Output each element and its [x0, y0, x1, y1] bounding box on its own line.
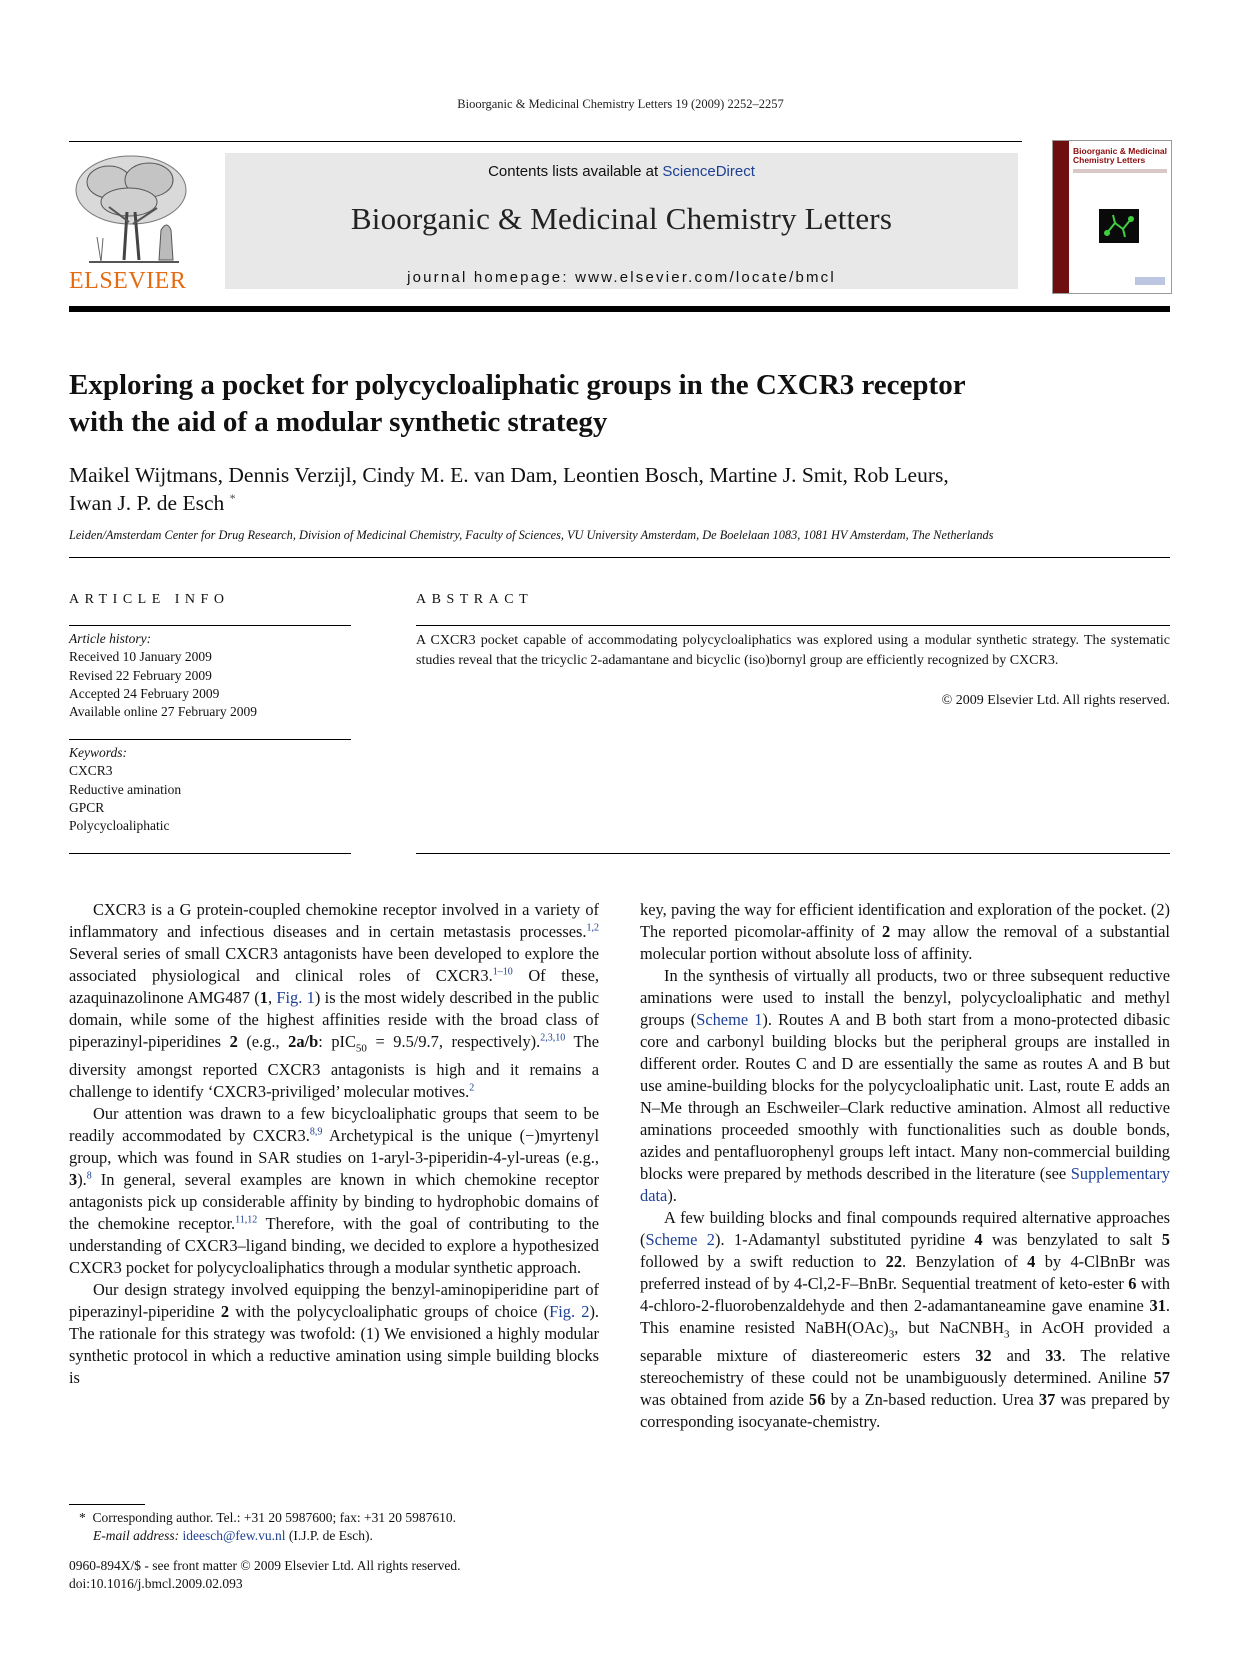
- body-right-column: [640, 899, 1170, 1433]
- author-list: [69, 461, 1169, 517]
- article-title-line2: with the aid of a modular synthetic strategy: [69, 406, 608, 438]
- footnote-line1: * Corresponding author. Tel.: +31 20 5987600; fax: +31 20 5987610.: [79, 1510, 457, 1525]
- keyword-item: Reductive amination: [69, 781, 182, 797]
- journal-cover: [1052, 140, 1172, 294]
- publisher-logo-text: ELSEVIER: [69, 268, 187, 294]
- cover-title: Bioorganic & Medicinal Chemistry Letters: [1073, 146, 1167, 165]
- keyword-item: CXCR3: [69, 763, 113, 779]
- molecule-icon: [1099, 209, 1139, 243]
- header-top-rule: [69, 141, 1022, 142]
- journal-title: Bioorganic & Medicinal Chemistry Letters: [350, 201, 893, 236]
- elsevier-tree-logo: [69, 152, 197, 267]
- affiliation-rule: [69, 557, 1170, 558]
- footnote: [79, 1509, 599, 1545]
- contents-available: [225, 163, 1018, 180]
- keywords-rule: [69, 739, 351, 740]
- scheme-link[interactable]: Scheme 1: [696, 1010, 763, 1029]
- history-received: Received 10 January 2009: [69, 649, 212, 665]
- cover-publisher-mark: [1135, 277, 1165, 285]
- journal-homepage[interactable]: journal homepage: www.elsevier.com/locate/bmcl: [407, 269, 836, 286]
- article-info-heading: ARTICLE INFO: [69, 592, 230, 607]
- article-info-rule: [69, 625, 351, 626]
- article-title: [69, 367, 1169, 441]
- figure-link[interactable]: Fig. 1: [276, 988, 315, 1007]
- cover-subtitle-bar: [1073, 169, 1167, 173]
- paragraph: Our attention was drawn to a few bicycloaliphatic groups that seem to be readily accommodated by CXCR3.$^{8,9}$ Archetypical is the unique (−)myrtenyl group, which was found in SAR studies on 1-aryl-3-piperidin-4-yl-ureas (e.g., 3).$^8$ In general, several examples are known in which chemokine receptor antagonists pick up considerable affinity by binding to hydrophobic domains of the chemokine receptor.$^{11,12}$ Therefore, with the goal of contributing to the understanding of CXCR3–ligand binding, we decided to explore a hypothesized CXCR3 pocket for polycycloaliphatics through a modular synthetic approach.: [69, 1104, 599, 1278]
- keyword-item: GPCR: [69, 799, 105, 815]
- abstract-bottom-rule: [416, 853, 1170, 854]
- contents-prefix: Contents lists available at: [488, 163, 663, 180]
- front-matter: [69, 1557, 629, 1593]
- cover-molecule-image: [1099, 209, 1139, 243]
- authors-line2-wrap: [69, 489, 1169, 517]
- keyword-item: Polycycloaliphatic: [69, 818, 170, 834]
- elsevier-tree-icon: [69, 152, 197, 267]
- footnote-mark: *: [79, 1510, 86, 1525]
- header-thick-rule: [69, 306, 1170, 312]
- citation-link[interactable]: 8: [86, 1170, 92, 1182]
- keywords: [69, 744, 351, 835]
- abstract-copyright: © 2009 Elsevier Ltd. All rights reserved.: [941, 693, 1170, 708]
- footnote-rule: [69, 1504, 145, 1505]
- authors-line2: Iwan J. P. de Esch: [69, 491, 225, 515]
- abstract-heading: ABSTRACT: [416, 592, 534, 607]
- citation-link[interactable]: 1–10: [492, 966, 513, 978]
- issn-line: 0960-894X/$ - see front matter © 2009 Elsevier Ltd. All rights reserved.: [69, 1558, 461, 1573]
- doi-line[interactable]: doi:10.1016/j.bmcl.2009.02.093: [69, 1576, 243, 1591]
- corresponding-author-mark[interactable]: *: [229, 490, 236, 505]
- affiliation: Leiden/Amsterdam Center for Drug Research, Division of Medicinal Chemistry, Faculty of Sciences, VU University Amsterdam, De Boelelaan 1083, 1081 HV Amsterdam, The Netherlands: [69, 528, 994, 542]
- body-left-column: [69, 899, 599, 1389]
- cover-strip: [1053, 141, 1069, 293]
- abstract-rule: [416, 625, 1170, 626]
- history-online: Available online 27 February 2009: [69, 704, 257, 720]
- paragraph: key, paving the way for efficient identification and exploration of the pocket. (2) The reported picomolar-affinity of 2 may allow the removal of a substantial molecular portion without absolute loss of affinity.: [640, 900, 1170, 963]
- paragraph: In the synthesis of virtually all products, two or three subsequent reductive aminations were used to install the benzyl, polycycloaliphatic and methyl groups (Scheme 1). Routes A and B both start from a mono-protected dibasic core and carbonyl building blocks but the peripheral groups are installed in different order. Routes C and D are essentially the same as routes A and B but use amine-building blocks for the polycycloaliphatic unit. Last, route E adds an N–Me through an Eschweiler–Clark reductive amination. Almost all reductive aminations proceeded smoothly with functionalities such as double bonds, azides and pentafluorophenyl groups left intact. Many non-commercial building blocks were prepared by methods described in the literature (see Supplementary data).: [640, 966, 1170, 1205]
- email-link[interactable]: ideesch@few.vu.nl: [182, 1528, 286, 1543]
- history-accepted: Accepted 24 February 2009: [69, 685, 220, 701]
- article-history: [69, 630, 351, 721]
- footnote-email-line: E-mail address: ideesch@few.vu.nl (I.J.P. de Esch).: [93, 1528, 373, 1543]
- abstract-text: A CXCR3 pocket capable of accommodating polycycloaliphatics was explored using a modular synthetic strategy. The systematic studies reveal that the tricyclic 2-adamantane and bicyclic (iso)bornyl group are efficiently recognized by CXCR3.: [416, 633, 1170, 668]
- article-title-line1: Exploring a pocket for polycycloaliphatic groups in the CXCR3 receptor: [69, 369, 966, 401]
- citation-link[interactable]: 2,3,10: [540, 1032, 566, 1044]
- history-revised: Revised 22 February 2009: [69, 667, 212, 683]
- paragraph: Our design strategy involved equipping the benzyl-aminopiperidine part of piperazinyl-piperidine 2 with the polycycloaliphatic groups of choice (Fig. 2). The rationale for this strategy was twofold: (1) We envisioned a highly modular synthetic protocol in which a reductive amination using simple building blocks is: [69, 1280, 599, 1388]
- citation-link[interactable]: 2: [469, 1082, 475, 1094]
- history-label: Article history:: [69, 631, 152, 646]
- sciencedirect-link[interactable]: ScienceDirect: [662, 163, 755, 180]
- running-head: Bioorganic & Medicinal Chemistry Letters 19 (2009) 2252–2257: [457, 97, 784, 111]
- paragraph: A few building blocks and final compounds required alternative approaches (Scheme 2). 1-Adamantyl substituted pyridine 4 was benzylated to salt 5 followed by a swift reduction to 22. Benzylation of 4 by 4-ClBnBr was preferred instead of by 4-Cl,2-F–BnBr. Sequential treatment of keto-ester 6 with 4-chloro-2-fluorobenzaldehyde and then 2-adamantaneamine gave enamine 31. This enamine resisted $NaBH(OAc)_3$, but NaCNBH$_3$ in AcOH provided a separable mixture of diastereomeric esters 32 and 33. The relative stereochemistry of these could not be unambiguously determined. Aniline 57 was obtained from azide 56 by a Zn-based reduction. Urea 37 was prepared by corresponding isocyanate-chemistry.: [640, 1208, 1171, 1432]
- citation-link[interactable]: 8,9: [309, 1126, 323, 1138]
- scheme-link[interactable]: Scheme 2: [645, 1230, 715, 1249]
- journal-banner: [225, 153, 1018, 289]
- figure-link[interactable]: Fig. 2: [549, 1302, 590, 1322]
- paragraph: CXCR3 is a G protein-coupled chemokine receptor involved in a variety of inflammatory and infectious diseases and in certain metastasis processes.$^{1,2}$ Several series of small CXCR3 antagonists have been developed to explore the associated physiological and clinical roles of CXCR3.$^{1-10}$ Of these, azaquinazolinone AMG487 (1, Fig. 1) is the most widely described in the public domain, while some of the highest affinities reside with the broad class of piperazinyl-piperidines 2 (e.g., 2a/b: pIC$_{50}$ = 9.5/9.7, respectively).$^{2,3,10}$ The diversity amongst reported CXCR3 antagonists is high and it remains a challenge to identify ‘CXCR3-priviliged’ molecular motives.$^2$: [69, 900, 599, 1102]
- citation-link[interactable]: 11,12: [235, 1214, 258, 1226]
- citation-link[interactable]: 1,2: [586, 922, 599, 934]
- keywords-label: Keywords:: [69, 745, 127, 760]
- supplementary-data-link[interactable]: Supplementary data: [640, 1164, 1170, 1205]
- authors-line1: Maikel Wijtmans, Dennis Verzijl, Cindy M. E. van Dam, Leontien Bosch, Martine J. Smit, Rob Leurs,: [69, 463, 949, 487]
- article-info-bottom-rule: [69, 853, 351, 854]
